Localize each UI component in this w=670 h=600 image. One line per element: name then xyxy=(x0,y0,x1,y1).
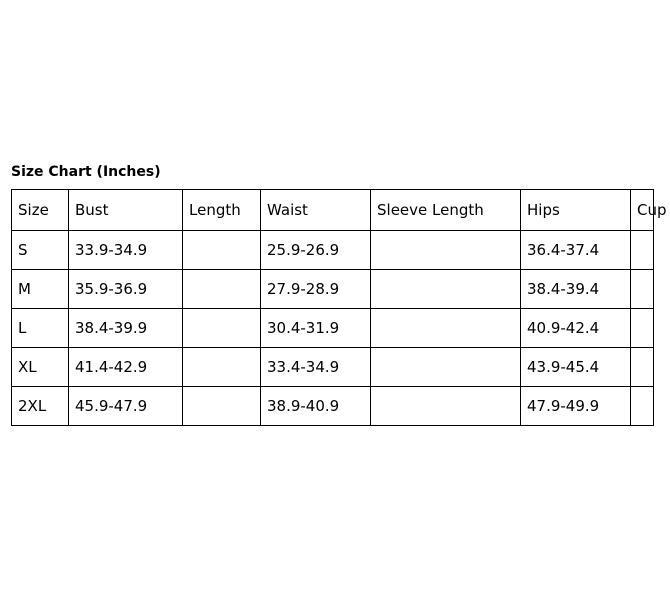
cell-hips: 36.4-37.4 xyxy=(521,231,631,270)
column-header-bust: Bust xyxy=(69,190,183,231)
cell-bust: 35.9-36.9 xyxy=(69,270,183,309)
cell-length xyxy=(183,348,261,387)
cell-bust: 41.4-42.9 xyxy=(69,348,183,387)
cell-length xyxy=(183,231,261,270)
cell-bust: 38.4-39.9 xyxy=(69,309,183,348)
cell-size: M xyxy=(12,270,69,309)
cell-waist: 27.9-28.9 xyxy=(261,270,371,309)
page-title: Size Chart (Inches) xyxy=(11,164,161,180)
cell-hips: 47.9-49.9 xyxy=(521,387,631,426)
cell-waist: 38.9-40.9 xyxy=(261,387,371,426)
column-header-cup: Cup xyxy=(631,190,654,231)
cell-hips: 40.9-42.4 xyxy=(521,309,631,348)
cell-bust: 33.9-34.9 xyxy=(69,231,183,270)
column-header-sleeve-length: Sleeve Length xyxy=(371,190,521,231)
cell-sleeve-length xyxy=(371,231,521,270)
cell-size: 2XL xyxy=(12,387,69,426)
column-header-waist: Waist xyxy=(261,190,371,231)
size-chart-table xyxy=(11,189,667,426)
cell-length xyxy=(183,309,261,348)
cell-cup xyxy=(631,387,654,426)
cell-bust: 45.9-47.9 xyxy=(69,387,183,426)
cell-hips: 38.4-39.4 xyxy=(521,270,631,309)
row-l xyxy=(12,309,654,348)
cell-length xyxy=(183,387,261,426)
cell-size: S xyxy=(12,231,69,270)
cell-waist: 25.9-26.9 xyxy=(261,231,371,270)
cell-sleeve-length xyxy=(371,270,521,309)
cell-waist: 30.4-31.9 xyxy=(261,309,371,348)
column-header-size: Size xyxy=(12,190,69,231)
row-m xyxy=(12,270,654,309)
cell-sleeve-length xyxy=(371,309,521,348)
cell-cup xyxy=(631,348,654,387)
column-header-hips: Hips xyxy=(521,190,631,231)
row-xl xyxy=(12,348,654,387)
cell-cup xyxy=(631,231,654,270)
cell-sleeve-length xyxy=(371,387,521,426)
cell-waist: 33.4-34.9 xyxy=(261,348,371,387)
row-s xyxy=(12,231,654,270)
cell-cup xyxy=(631,309,654,348)
column-header-length: Length xyxy=(183,190,261,231)
cell-size: L xyxy=(12,309,69,348)
header-row xyxy=(12,190,654,231)
cell-hips: 43.9-45.4 xyxy=(521,348,631,387)
cell-sleeve-length xyxy=(371,348,521,387)
cell-length xyxy=(183,270,261,309)
cell-cup xyxy=(631,270,654,309)
row-2xl xyxy=(12,387,654,426)
cell-size: XL xyxy=(12,348,69,387)
